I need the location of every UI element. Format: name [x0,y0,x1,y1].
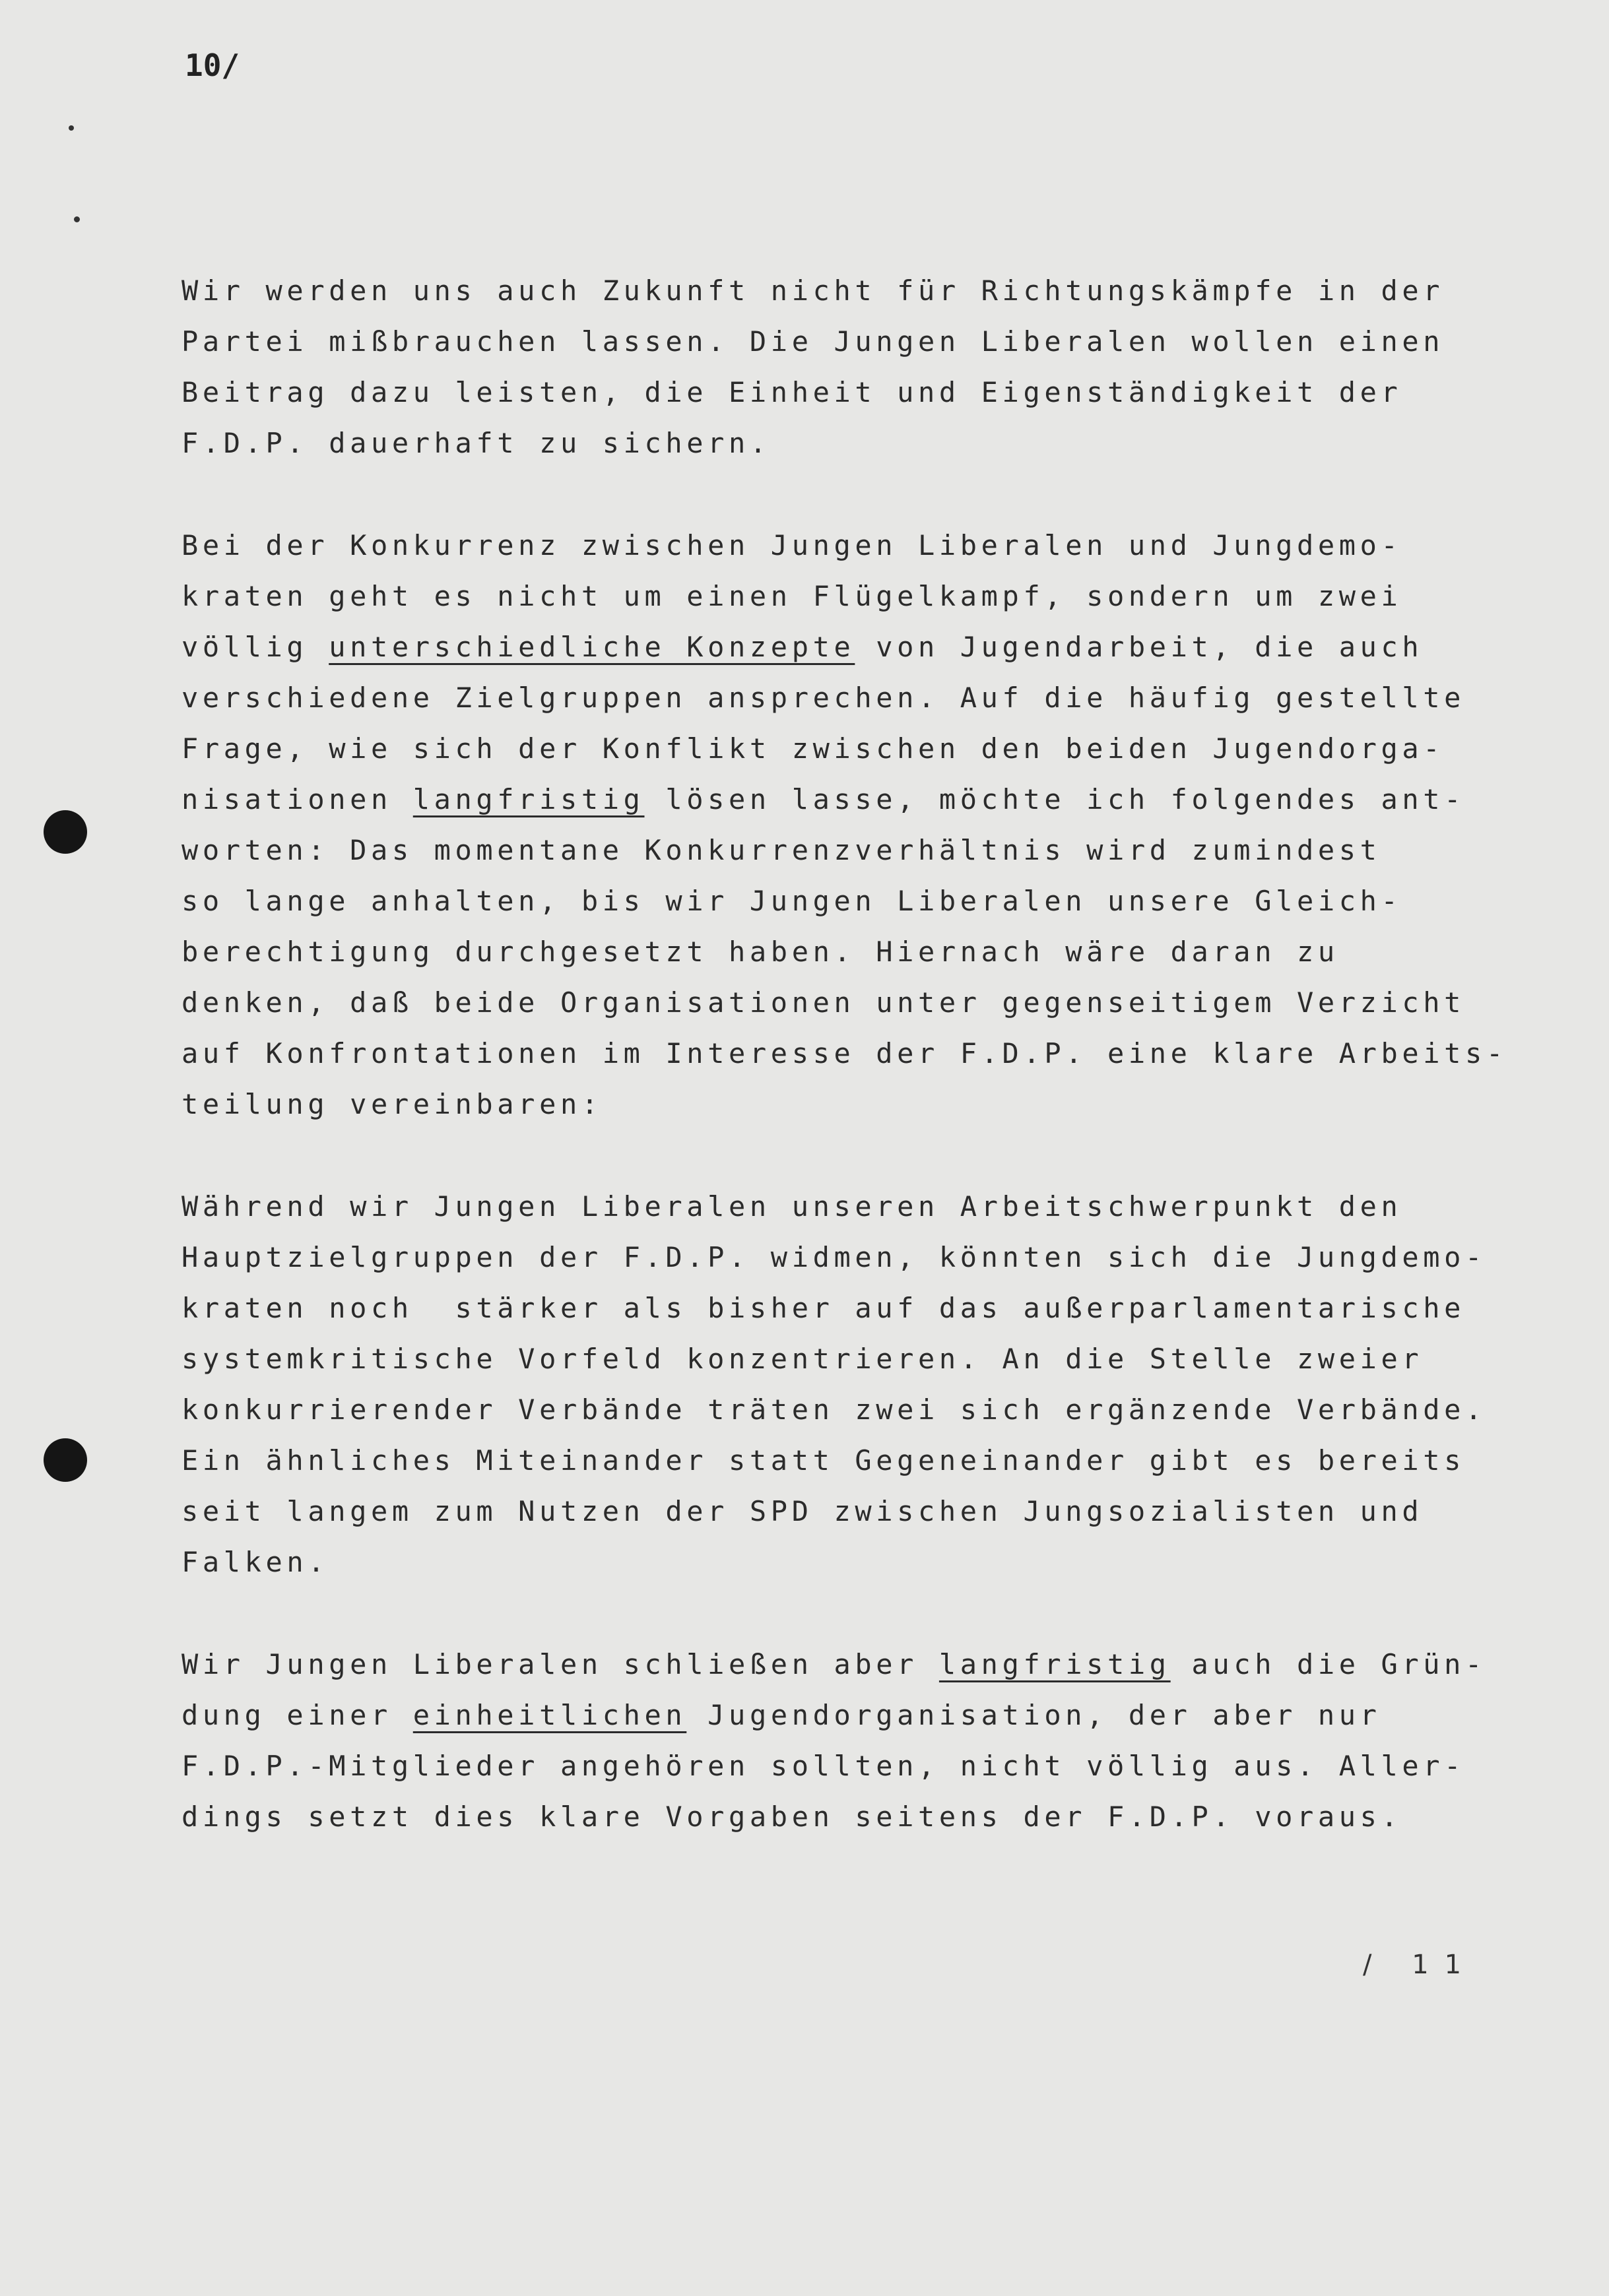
letter-body [181,265,1515,1894]
text-segment: dings setzt dies klare Vorgaben seitens der F.D.P. voraus. [181,1801,1402,1833]
text-line [181,1232,1515,1283]
text-line [181,1740,1515,1791]
text-line [181,926,1515,977]
margin-dot [69,125,74,131]
text-segment: Wir werden uns auch Zukunft nicht für Richtungskämpfe in der [181,274,1445,307]
text-line [181,723,1515,774]
text-segment: teilung vereinbaren: [181,1088,603,1120]
text-segment: verschiedene Zielgruppen ansprechen. Auf die häufig gestellte [181,682,1466,714]
text-line [181,1181,1515,1232]
text-segment: Bei der Konkurrenz zwischen Jungen Liberalen und Jungdemo- [181,529,1402,561]
text-line [181,1028,1515,1079]
text-line [181,316,1515,367]
underlined-text: langfristig [412,783,645,815]
text-segment: völlig [181,631,329,663]
text-line [181,1690,1515,1740]
text-segment: worten: Das momentane Konkurrenzverhältnis wird zumindest [181,834,1381,866]
text-segment: dung einer [181,1699,413,1731]
text-segment: nisationen [181,783,413,815]
underlined-text: einheitlichen [412,1699,687,1731]
text-segment: auf Konfrontationen im Interesse der F.D.P. eine klare Arbeits- [181,1037,1507,1069]
text-segment: F.D.P. dauerhaft zu sichern. [181,427,771,459]
text-segment: Jugendorganisation, der aber nur [686,1699,1381,1731]
text-line [181,1079,1515,1130]
punch-hole [44,810,87,854]
text-segment: lösen lasse, möchte ich folgendes ant- [644,783,1466,815]
text-segment: Ein ähnliches Miteinander statt Gegeneinander gibt es bereits [181,1444,1466,1477]
text-line [181,977,1515,1028]
continuation-mark: / 11 [1363,1950,1478,1980]
text-segment: Wir Jungen Liberalen schließen aber [181,1648,939,1680]
text-line [181,1486,1515,1537]
text-segment: so lange anhalten, bis wir Jungen Liberalen unsere Gleich- [181,885,1402,917]
text-line [181,672,1515,723]
text-segment: systemkritische Vorfeld konzentrieren. An die Stelle zweier [181,1343,1424,1375]
text-line [181,774,1515,825]
text-segment: konkurrierender Verbände träten zwei sich ergänzende Verbände. [181,1393,1486,1426]
page-number: 10/ [185,48,240,83]
text-line [181,622,1515,672]
text-segment: Während wir Jungen Liberalen unseren Arbeitschwerpunkt den [181,1190,1402,1223]
punch-hole [44,1438,87,1482]
text-line [181,1435,1515,1486]
text-line [181,520,1515,571]
text-line [181,1333,1515,1384]
paragraph [181,1181,1515,1587]
text-segment: seit langem zum Nutzen der SPD zwischen Jungsozialisten und [181,1495,1424,1527]
text-segment: denken, daß beide Organisationen unter gegenseitigem Verzicht [181,986,1466,1019]
text-line [181,1384,1515,1435]
margin-dot [74,216,80,222]
text-line [181,1639,1515,1690]
text-line [181,1791,1515,1842]
text-segment: Frage, wie sich der Konflikt zwischen den beiden Jugendorga- [181,732,1445,765]
text-line [181,876,1515,926]
paragraph [181,1639,1515,1842]
text-segment: Partei mißbrauchen lassen. Die Jungen Liberalen wollen einen [181,325,1445,358]
underlined-text: unterschiedliche Konzepte [329,631,855,663]
text-segment: kraten noch stärker als bisher auf das außerparlamentarische [181,1292,1466,1324]
paragraph [181,265,1515,468]
text-segment: Falken. [181,1546,329,1578]
text-line [181,825,1515,876]
text-line [181,418,1515,468]
text-segment: kraten geht es nicht um einen Flügelkampf, sondern um zwei [181,580,1402,612]
text-line [181,571,1515,622]
underlined-text: langfristig [938,1648,1171,1680]
text-segment: von Jugendarbeit, die auch [855,631,1424,663]
paragraph [181,520,1515,1130]
text-segment: berechtigung durchgesetzt haben. Hiernach wäre daran zu [181,936,1339,968]
text-line [181,1537,1515,1587]
text-segment: F.D.P.-Mitglieder angehören sollten, nicht völlig aus. Aller- [181,1750,1466,1782]
text-line [181,367,1515,418]
text-segment: Beitrag dazu leisten, die Einheit und Eigenständigkeit der [181,376,1402,408]
text-segment: auch die Grün- [1170,1648,1486,1680]
text-segment: Hauptzielgruppen der F.D.P. widmen, könnten sich die Jungdemo- [181,1241,1486,1273]
text-line [181,1283,1515,1333]
text-line [181,265,1515,316]
